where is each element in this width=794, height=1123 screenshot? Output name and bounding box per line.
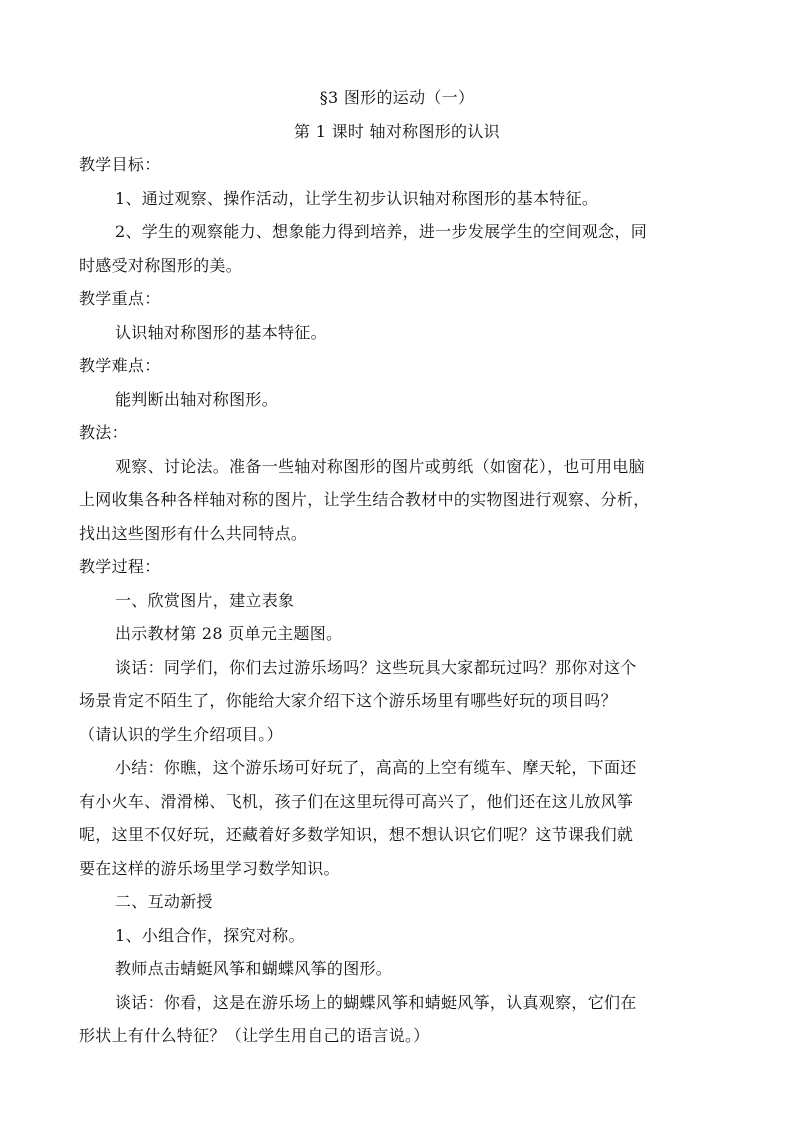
goal-2-line-1: 2、学生的观察能力、想象能力得到培养，进一步发展学生的空间观念，同 (115, 222, 648, 241)
sub-step-1: 1、小组合作，探究对称。 (115, 926, 305, 945)
heading-process: 教学过程： (79, 557, 161, 576)
talk-line-1: 谈话：同学们，你们去过游乐场吗？这些玩具大家都玩过吗？那你对这个 (115, 658, 637, 677)
process-step-1: 一、欣赏图片，建立表象 (115, 591, 295, 610)
difficulty: 能判断出轴对称图形。 (115, 390, 279, 409)
method-line-1: 观察、讨论法。准备一些轴对称图形的图片或剪纸（如窗花），也可用电脑 (115, 457, 645, 476)
method-line-3: 找出这些图形有什么共同特点。 (79, 524, 308, 543)
method-line-2: 上网收集各种各样轴对称的图片，让学生结合教材中的实物图进行观察、分析， (79, 490, 650, 509)
summary-line-2: 有小火车、滑滑梯、飞机，孩子们在这里玩得可高兴了，他们还在这儿放风筝 (79, 792, 634, 811)
heading-key-points: 教学重点： (79, 289, 161, 308)
process-line: 出示教材第 28 页单元主题图。 (115, 624, 343, 643)
summary-line-1: 小结：你瞧，这个游乐场可好玩了，高高的上空有缆车、摩天轮，下面还 (115, 758, 637, 777)
key-point: 认识轴对称图形的基本特征。 (115, 323, 327, 342)
talk-line-3: （请认识的学生介绍项目。） (79, 725, 283, 744)
heading-teaching-goals: 教学目标： (79, 155, 161, 174)
teacher-action: 教师点击蜻蜓风筝和蝴蝶风筝的图形。 (115, 959, 393, 978)
section-title: §3 图形的运动（一） (319, 88, 475, 107)
summary-line-3: 呢，这里不仅好玩，还藏着好多数学知识，想不想认识它们呢？这节课我们就 (79, 825, 634, 844)
goal-1: 1、通过观察、操作活动，让学生初步认识轴对称图形的基本特征。 (115, 189, 599, 208)
talk2-line-2: 形状上有什么特征？（让学生用自己的语言说。） (79, 1026, 430, 1045)
goal-2-line-2: 时感受对称图形的美。 (79, 256, 243, 275)
talk2-line-1: 谈话：你看，这是在游乐场上的蝴蝶风筝和蜻蜓风筝，认真观察，它们在 (115, 993, 637, 1012)
process-step-2: 二、互动新授 (115, 892, 213, 911)
heading-difficulties: 教学难点： (79, 356, 161, 375)
heading-method: 教法： (79, 423, 128, 442)
summary-line-4: 要在这样的游乐场里学习数学知识。 (79, 859, 340, 878)
talk-line-2: 场景肯定不陌生了，你能给大家介绍下这个游乐场里有哪些好玩的项目吗？ (79, 691, 617, 710)
lesson-title: 第 1 课时 轴对称图形的认识 (294, 122, 500, 141)
